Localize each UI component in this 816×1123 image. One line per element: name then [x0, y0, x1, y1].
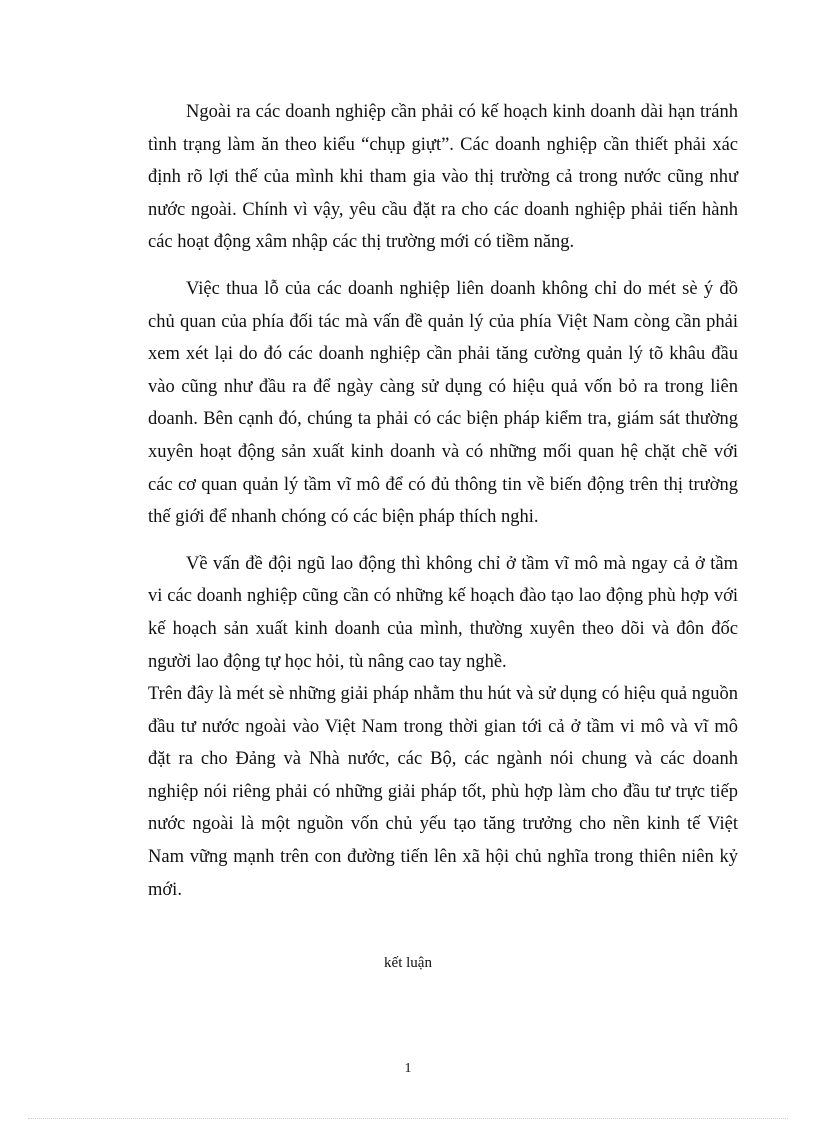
paragraph-1: Ngoài ra các doanh nghiệp cần phải có kế hoạch kinh doanh dài hạn tránh tình trạng làm ăn theo kiểu “chụp giựt”. Các doanh nghiệp cần thiết phải xác định rõ lợi thế của mình khi tham gia vào thị trường cả trong nước cũng như nước ngoài. Chính vì vậy, yêu cầu đặt ra cho các doanh nghiệp phải tiến hành các hoạt động xâm nhập các thị trường mới có tiềm năng.: [148, 102, 738, 253]
paragraph-2: Việc thua lỗ của các doanh nghiệp liên doanh không chỉ do mét sè ý đồ chủ quan của phía đối tác mà vấn đề quản lý của phía Việt Nam còng cần phải xem xét lại do đó các doanh nghiệp cần phải tăng cường quản lý tõ khâu đầu vào cũng như đầu ra để ngày càng sử dụng có hiệu quả vốn bỏ ra trong liên doanh. Bên cạnh đó, chúng ta phải có các biện pháp kiểm tra, giám sát thường xuyên hoạt động sản xuất kinh doanh và có những mối quan hệ chặt chẽ với các cơ quan quản lý tầm vĩ mô để có đủ thông tin về biến động trên thị trường thế giới để nhanh chóng có các biện pháp thích nghi.: [148, 278, 738, 528]
page-bottom-divider: [28, 1118, 788, 1119]
body-text: [148, 96, 738, 920]
paragraph-3: Về vấn đề đội ngũ lao động thì không chỉ ở tầm vĩ mô mà ngay cả ở tầm vi các doanh nghiệp cũng cần có những kế hoạch đào tạo lao động phù hợp với kế hoạch sản xuất kinh doanh của mình, thường xuyên theo dõi và đôn đốc người lao động tự học hỏi, tù nâng cao tay nghề.: [148, 553, 738, 672]
section-heading: kết luận: [384, 955, 432, 971]
paragraph-4: Trên đây là mét sè những giải pháp nhằm thu hút và sử dụng có hiệu quả nguồn đầu tư nước ngoài vào Việt Nam trong thời gian tới cả ở tầm vi mô và vĩ mô đặt ra cho Đảng và Nhà nước, các Bộ, các ngành nói chung và các doanh nghiệp nói riêng phải có những giải pháp tốt, phù hợp làm cho đầu tư trực tiếp nước ngoài là một nguồn vốn chủ yếu tạo tăng trưởng cho nền kinh tế Việt Nam vững mạnh trên con đường tiến lên xã hội chủ nghĩa trong thiên niên kỷ mới.: [148, 684, 738, 900]
page-number: 1: [404, 1061, 412, 1076]
